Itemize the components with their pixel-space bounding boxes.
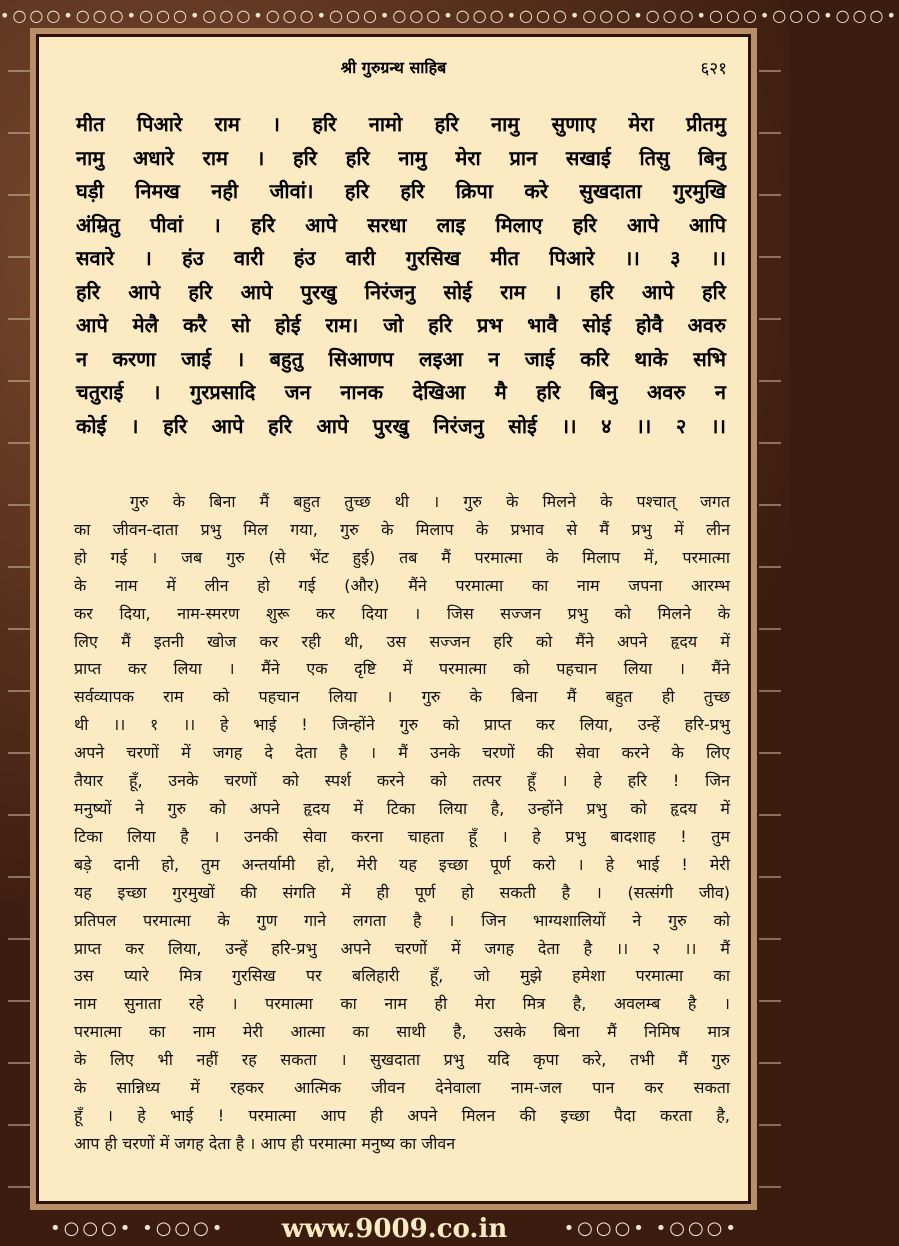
translation-line: के सान्निध्य में रहकर आत्मिक जीवन देनेवाला नाम-जल पान कर सकता [74, 1078, 730, 1098]
translation-line: हो गई । जब गुरु (से भेंट हुई) तब मैं परमात्मा के मिलाप में, परमात्मा [74, 547, 730, 567]
page-title: श्री गुरुग्रन्थ साहिब [340, 58, 447, 77]
translation-line: उस प्यारे मित्र गुरसिख पर बलिहारी हूँ, जो मुझे हमेशा परमात्मा का [74, 966, 730, 986]
verse-line: कोई । हरि आपे हरि आपे पुरखु निरंजनु सोई ।। ४ ।। २ ।। [76, 413, 726, 438]
verse-line: चतुराई । गुरप्रसादि जन नानक देखिआ मै हरि बिनु अवरु न [76, 380, 726, 404]
verse-line: नामु अधारे राम । हरि हरि नामु मेरा प्रान सखाई तिसु बिनु [76, 145, 726, 170]
verse-line: हरि आपे हरि आपे पुरखु निरंजनु सोई राम । हरि आपे हरि [76, 279, 726, 304]
translation-line: टिका लिया है । उनकी सेवा करना चाहता हूँ । हे प्रभु बादशाह ! तुम [74, 826, 730, 846]
gurbani-verse [76, 108, 726, 443]
translation-line: सर्वव्यापक राम को पहचान लिया । गुरु के बिना मैं बहुत ही तुच्छ [74, 687, 730, 707]
translation-line: लिए मैं इतनी खोज कर रही थी, उस सज्जन हरि को मैंने अपने हृदय में [74, 631, 730, 651]
translation-line: प्राप्त कर लिया, उन्हें हरि-प्रभु अपने चरणों में जगह देता है ।। २ ।। मैं [74, 938, 730, 958]
verse-line: सवारे । हंउ वारी हंउ वारी गुरसिख मीत पिआरे ।। ३ ।। [76, 246, 726, 270]
translation-line: थी ।। १ ।। हे भाई ! जिन्होंने गुरु को प्राप्त कर लिया, उन्हें हरि-प्रभु [74, 715, 730, 735]
scripture-page [36, 34, 751, 1204]
translation-line: कर दिया, नाम-स्मरण शुरू कर दिया । जिस सज्जन प्रभु को मिलने के [74, 603, 730, 623]
translation-line: के नाम में लीन हो गई (और) मैंने परमात्मा का नाम जपना आरम्भ [74, 575, 730, 595]
footer-ornament-right: •○○○• •○○○• [563, 1218, 739, 1239]
translation-line: के लिए भी नहीं रह सकता । सुखदाता प्रभु यदि कृपा करे, तभी मैं गुरु [74, 1050, 730, 1070]
translation-line: हूँ । हे भाई ! परमात्मा आप ही अपने मिलन की इच्छा पैदा करता है, [74, 1105, 730, 1125]
translation-line: बड़े दानी हो, तुम अन्तर्यामी हो, मेरी यह इच्छा पूर्ण करो । हे भाई ! मेरी [74, 854, 730, 874]
translation-line: का जीवन-दाता प्रभु मिल गया, गुरु के मिलाप के प्रभाव से मैं प्रभु में लीन [74, 519, 730, 539]
top-border-ornament: •○○○•○○○•○○○•○○○•○○○•○○○•○○○•○○○•○○○•○○○•○○○•○○○•○○○•○○○• [0, 6, 899, 25]
verse-line: आपे मेलै करै सो होई राम। जो हरि प्रभ भावै सोई होवै अवरु [76, 313, 727, 337]
translation-line: आप ही चरणों में जगह देता है । आप ही परमात्मा मनुष्य का जीवन [74, 1133, 456, 1153]
verse-line: घड़ी निमख नही जीवां। हरि हरि क्रिपा करे सुखदाता गुरमुखि [76, 179, 726, 203]
translation-line: यह इच्छा गुरमुखों की संगति में ही पूर्ण हो सकती है । (सत्संगी जीव) [74, 882, 730, 902]
right-border-ornament [759, 40, 781, 1200]
left-border-ornament [8, 40, 30, 1200]
page-header [36, 56, 751, 86]
footer-ornament-left: •○○○• •○○○• [50, 1218, 226, 1239]
website-url: www.9009.co.in [281, 1214, 508, 1244]
translation-line: गुरु के बिना मैं बहुत तुच्छ थी । गुरु के मिलने के पश्चात् जगत [130, 492, 730, 511]
translation-line: अपने चरणों में जगह दे देता है । मैं उनके चरणों की सेवा करने के लिए [74, 743, 730, 763]
verse-line: न करणा जाई । बहुतु सिआणप लइआ न जाई करि थाके सभि [76, 346, 726, 371]
translation-line: नाम सुनाता रहे । परमात्मा का नाम ही मेरा मित्र है, अवलम्ब है । [74, 994, 730, 1014]
translation-line: तैयार हूँ, उनके चरणों को स्पर्श करने को तत्पर हूँ । हे हरि ! जिन [74, 771, 730, 791]
translation-line: प्रतिपल परमात्मा के गुण गाने लगता है । जिन भाग्यशालियों ने गुरु को [74, 910, 730, 930]
translation-line: परमात्मा का नाम मेरी आत्मा का साथी है, उसके बिना मैं निमिष मात्र [74, 1022, 730, 1042]
verse-line: अंम्रितु पीवां । हरि आपे सरधा लाइ मिलाए हरि आपे आपि [76, 212, 726, 237]
translation-line: मनुष्यों ने गुरु को अपने हृदय में टिका लिया है, उन्होंने प्रभु को हृदय में [74, 798, 730, 818]
hindi-translation [74, 488, 730, 1158]
verse-line: मीत पिआरे राम । हरि नामो हरि नामु सुणाए मेरा प्रीतमु [76, 112, 726, 136]
translation-line: प्राप्त कर लिया । मैंने एक दृष्टि में परमात्मा को पहचान लिया । मैंने [74, 659, 730, 679]
page-number: ६२१ [700, 59, 727, 79]
